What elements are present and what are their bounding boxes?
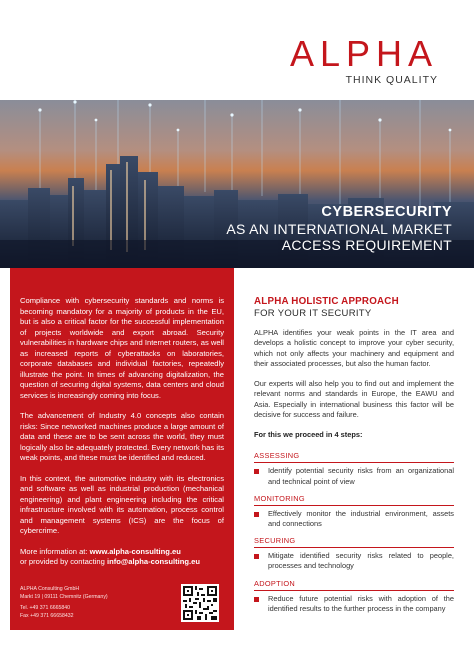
more-info-label: More information at: (20, 546, 90, 556)
approach-heading: ALPHA HOLISTIC APPROACH (254, 296, 399, 307)
square-bullet-icon (254, 597, 259, 602)
step-label: ADOPTION (254, 579, 454, 591)
approach-subheading: FOR YOUR IT SECURITY (254, 308, 372, 319)
step-securing (254, 536, 454, 571)
hero-title-line3: ACCESS REQUIREMENT (281, 237, 452, 253)
step-label: SECURING (254, 536, 454, 548)
hero-image (0, 100, 474, 268)
step-assessing (254, 451, 454, 486)
email-link[interactable]: info@alpha-consulting.eu (106, 557, 201, 566)
logo-tagline: THINK QUALITY (345, 74, 438, 86)
footer-address: Markt 19 | 09111 Chemnitz (Germany) (20, 593, 108, 600)
logo-wordmark: ALPHA (289, 33, 438, 74)
step-text: Reduce future potential risks with adoption of the identified results to the further process in the company (268, 593, 454, 613)
header (0, 0, 474, 100)
step-monitoring (254, 494, 454, 529)
square-bullet-icon (254, 469, 259, 474)
step-text: Identify potential security risks from an organizational and technical point of view (268, 466, 454, 486)
square-bullet-icon (254, 554, 259, 559)
approach-section (254, 296, 454, 621)
footer-company: ALPHA Consulting GmbH (20, 586, 80, 592)
footer-fax: Fax +49 371 66658432 (20, 612, 74, 619)
approach-paragraph-1: ALPHA identifies your weak points in the IT area and develops a holistic concept to improve your cyber security, which not only affects your machinery and equipment and their associated processes, but also the human factor. (254, 328, 454, 368)
approach-paragraph-2: Our experts will also help you to find out and implement the relevant norms and standards in Europe, the EAWU and Asia. Especially in international business this factor will be decisive for success and failure. (254, 379, 454, 420)
intro-panel (10, 268, 234, 630)
footer-tel: Tel. +49 371 6665840 (20, 605, 71, 612)
step-label: MONITORING (254, 494, 454, 506)
square-bullet-icon (254, 512, 259, 517)
step-text: Mitigate identified security risks related to people, processes and technology (268, 551, 454, 571)
hero-title-bold: CYBERSECURITY (321, 204, 452, 220)
qr-code[interactable] (181, 584, 219, 622)
website-link[interactable]: www.alpha-consulting.eu (89, 546, 181, 556)
hero-title-line2: AS AN INTERNATIONAL MARKET (226, 221, 452, 237)
steps-title: For this we proceed in 4 steps: (254, 430, 363, 440)
step-text: Effectively monitor the industrial environment, assets and connections (268, 508, 454, 528)
more-info (20, 547, 224, 568)
intro-paragraph-1: Compliance with cybersecurity standards and norms is becoming mandatory for a majority of products in the EU, but is also a critical factor for the successful implementation of projects worldwide and export abroad. Security vulnerabilities in hardware chips and Internet routers, as well as increased reports of cyberattacks on laboratories, corporate databases and individual factories, repeatedly illustrate the point. In times of advancing digitalization, the question of securing digital systems, data centers and cloud services is increasingly coming into focus. (20, 296, 224, 400)
alpha-logo (289, 33, 438, 86)
intro-paragraph-3: In this context, the automotive industry with its electronics and software as well as industrial production (mechanical engineering) and plant engineering including the critical infrastructure involved with its automation, process control and management systems (ICS) are the focus of cybercrime. (20, 473, 224, 535)
qr-code-icon (183, 586, 217, 620)
step-adoption (254, 579, 454, 614)
contact-label: or provided by contacting (20, 557, 107, 566)
intro-paragraph-2: The advancement of Industry 4.0 concepts also contain risks: Since networked machines produce a large amount of data and these are to be sent across the world, they must logically also be adequately protected. Every network has its weak points, and these must be identified and reduced. (20, 411, 224, 462)
hero-title (226, 204, 452, 253)
step-label: ASSESSING (254, 451, 454, 463)
